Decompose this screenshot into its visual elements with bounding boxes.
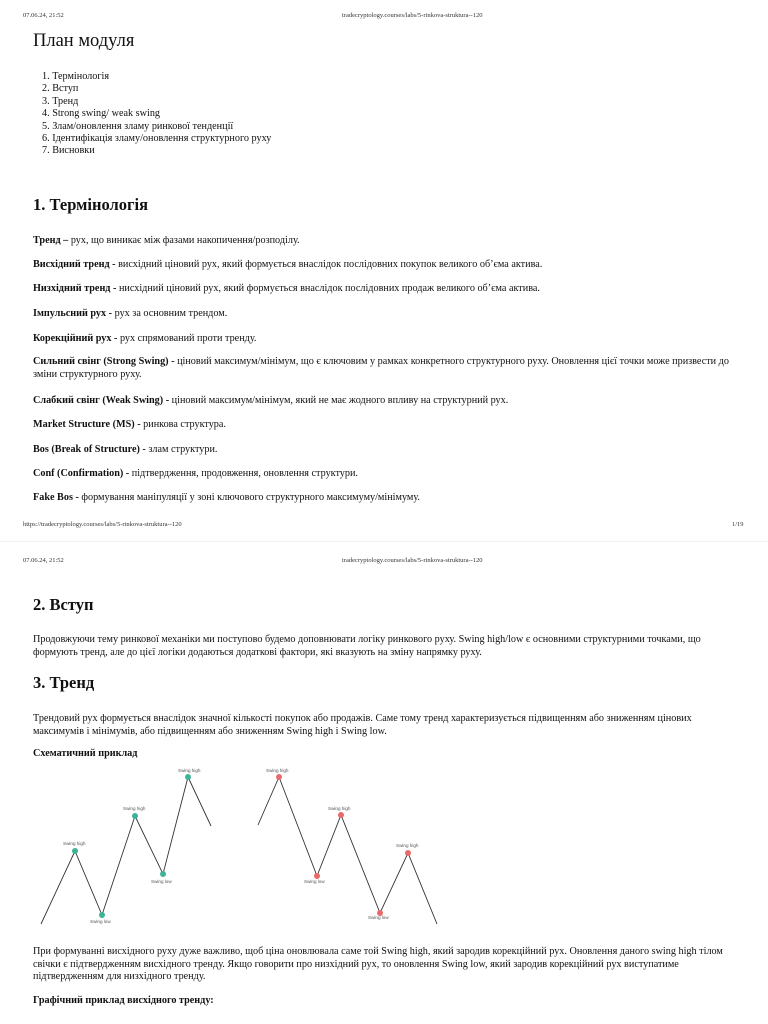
section-title-trend: 3. Тренд xyxy=(33,673,95,692)
term-name: Корекційний рух - xyxy=(33,333,118,344)
swing-low-point xyxy=(160,871,166,877)
term-name: Market Structure (MS) - xyxy=(33,419,141,430)
print-header-datetime: 07.06.24, 21:52 xyxy=(23,557,64,564)
term-name: Тренд – xyxy=(33,235,69,246)
plan-item[interactable]: 4. Strong swing/ weak swing xyxy=(42,108,161,120)
term-definition: ціновий максимум/мінімум, який не має жодного впливу на структурний рух. xyxy=(169,395,509,406)
term-paragraph xyxy=(33,308,745,321)
term-name: Сильний свінг (Strong Swing) - xyxy=(33,356,175,367)
term-paragraph xyxy=(33,468,745,481)
term-paragraph xyxy=(33,356,745,381)
plan-list xyxy=(42,71,271,158)
term-definition: висхідний ціновий рух, який формується внаслідок послідовних покупок великого об’єма актива. xyxy=(115,259,543,270)
swing-high-label: Swing high xyxy=(63,841,86,846)
term-name: Імпульсний рух - xyxy=(33,308,113,319)
term-definition: злам структури. xyxy=(145,444,218,455)
swing-high-point xyxy=(72,848,78,854)
page-break xyxy=(0,541,768,542)
print-footer-page-number: 1/19 xyxy=(732,521,744,528)
term-paragraph xyxy=(33,283,745,296)
print-header-url: tradecryptology.courses/labs/5-rinkova-struktura--120 xyxy=(342,12,483,19)
plan-item[interactable]: 7. Висновки xyxy=(42,145,95,157)
swing-diagram xyxy=(33,766,443,930)
swing-low-label: Swing low xyxy=(304,879,325,884)
swing-high-label: Swing high xyxy=(123,806,146,811)
term-name: Conf (Confirmation) - xyxy=(33,468,130,479)
section-title-intro: 2. Вступ xyxy=(33,595,94,614)
uptrend-explanation-paragraph: При формуванні висхідного руху дуже важливо, щоб ціна оновлювала саме той Swing high, який зародив корекційний рух. Оновлення даного swing high тілом свічки є підтвердженням висхідного тренду. Якщо говорити про низхідний рух, то оновлення Swing low, який зародив корекційний рух виступатиме підтвердженням для низхідного тренду. xyxy=(33,946,723,983)
plan-item[interactable]: 5. Злам/оновлення зламу ринкової тенденції xyxy=(42,120,234,132)
swing-low-label: Swing low xyxy=(368,915,389,920)
term-paragraph xyxy=(33,492,745,505)
plan-title: План модуля xyxy=(33,31,135,51)
swing-high-label: Swing high xyxy=(178,768,201,773)
term-paragraph xyxy=(33,419,745,432)
section-title-terminology: 1. Термінологія xyxy=(33,195,149,214)
print-header-url: tradecryptology.courses/labs/5-rinkova-struktura--120 xyxy=(342,557,483,564)
term-paragraph xyxy=(33,333,745,346)
uptrend-zigzag xyxy=(41,777,211,924)
term-name: Висхідний тренд - xyxy=(33,259,116,270)
print-footer-url[interactable]: https://tradecryptology.courses/labs/5-rinkova-struktura--120 xyxy=(23,521,182,528)
term-paragraph xyxy=(33,259,745,272)
term-definition: рух за основним трендом. xyxy=(112,308,228,319)
term-definition: ринкова структура. xyxy=(140,419,226,430)
swing-high-label: Swing high xyxy=(396,843,419,848)
swing-high-label: Swing high xyxy=(328,806,351,811)
swing-high-point xyxy=(338,812,344,818)
intro-paragraph: Продовжуючи тему ринкової механіки ми поступово будемо доповнювати логіку ринкового руху. Swing high/low є основними структурними точками, що формують тренд, але до цієї логіки додаються додаткові фактори, які вказують на зміну напрямку руху. xyxy=(33,634,701,658)
swing-high-point xyxy=(185,774,191,780)
swing-low-point xyxy=(99,912,105,918)
swing-high-label: Swing high xyxy=(266,768,289,773)
term-definition: рух, що виникає між фазами накопичення/розподілу. xyxy=(68,235,300,246)
plan-item[interactable]: 1. Термінологія xyxy=(42,71,110,82)
print-header-datetime: 07.06.24, 21:52 xyxy=(23,12,64,19)
term-definition: формування маніпуляції у зоні ключового структурного максимуму/мінімуму. xyxy=(78,492,420,503)
swing-low-label: Swing low xyxy=(90,919,111,924)
swing-high-point xyxy=(132,813,138,819)
term-paragraph xyxy=(33,444,745,457)
term-definition: ціновий максимум/мінімум, що є ключовим у рамках конкретного структурного руху. Оновлення цієї точки може призвести до зміни структурного руху. xyxy=(33,356,729,380)
term-name: Fake Bos - xyxy=(33,492,79,503)
term-definition: нисхідний ціновий рух, який формується внаслідок послідовних продаж великого об’єма актива. xyxy=(116,283,540,294)
swing-low-label: Swing low xyxy=(151,879,172,884)
plan-item[interactable]: 2. Вступ xyxy=(42,83,79,95)
trend-paragraph: Трендовий рух формується внаслідок значної кількості покупок або продажів. Саме тому тренд характеризується підвищенням або зниженням цінових максимумів і мінімумів, або підвищенням або зниженням Swing high і Swing low. xyxy=(33,713,692,737)
plan-item[interactable]: 6. Ідентифікація зламу/оновлення структурного руху xyxy=(42,133,272,145)
graphic-example-label: Графічний приклад висхідного тренду: xyxy=(33,995,214,1006)
term-definition: підтвердження, продовження, оновлення структури. xyxy=(129,468,358,479)
swing-high-point xyxy=(405,850,411,856)
plan-item[interactable]: 3. Тренд xyxy=(42,95,79,107)
downtrend-zigzag xyxy=(258,777,437,924)
term-definition: рух спрямований проти тренду. xyxy=(117,333,257,344)
term-name: Bos (Break of Structure) - xyxy=(33,444,146,455)
term-name: Слабкий свінг (Weak Swing) - xyxy=(33,395,170,406)
term-paragraph xyxy=(33,235,745,248)
term-paragraph xyxy=(33,395,745,408)
schematic-example-label: Схематичний приклад xyxy=(33,748,138,759)
swing-high-point xyxy=(276,774,282,780)
term-name: Низхідний тренд - xyxy=(33,283,117,294)
